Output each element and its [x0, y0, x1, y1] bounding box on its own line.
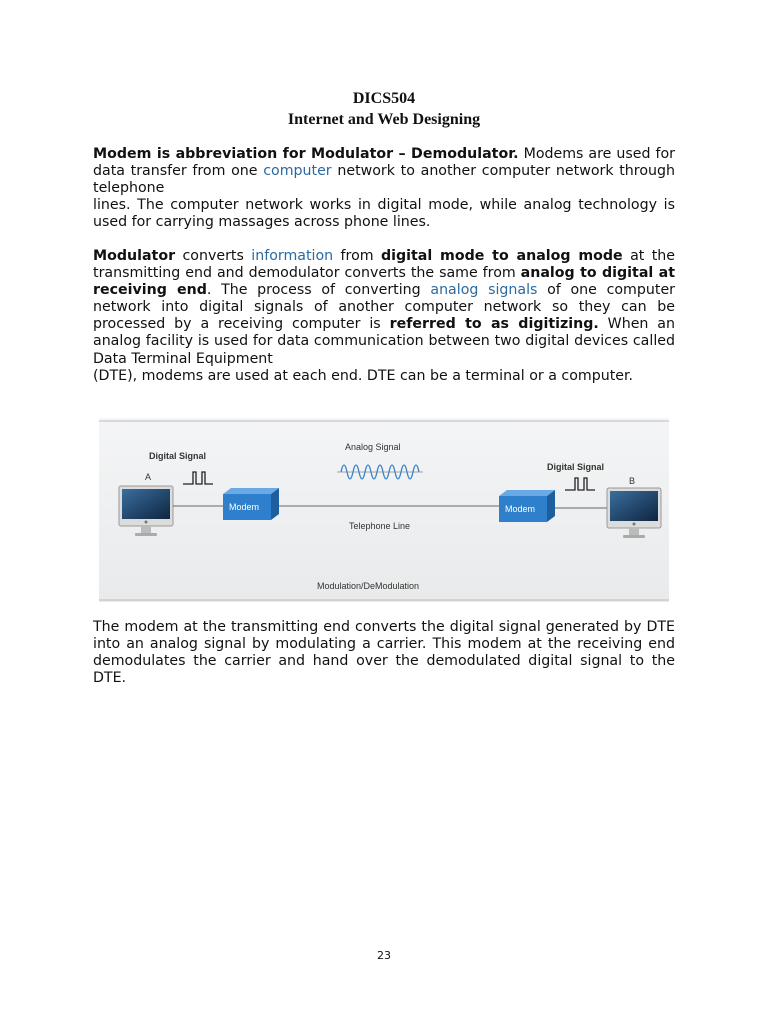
label-digital-signal-right: Digital Signal [547, 462, 605, 472]
modem-definition-bold: Modem is abbreviation for Modulator – Demodulator. [93, 146, 519, 162]
para1-line2: lines. The computer network works in digital mode, while analog technology is used for carrying massages across phone lines. [93, 197, 675, 231]
paragraph-modulator [93, 248, 675, 385]
computer-link[interactable]: computer [263, 163, 332, 180]
para2-text-from: from [333, 248, 381, 264]
label-a: A [145, 472, 152, 482]
modulator-bold: Modulator [93, 248, 176, 264]
label-b: B [629, 476, 636, 486]
para2-line2: (DTE), modems are used at each end. DTE can be a terminal or a computer. [93, 367, 634, 384]
label-analog-signal: Analog Signal [345, 442, 401, 452]
paragraph-modem-definition [93, 146, 675, 231]
modem-left-label: Modem [229, 502, 260, 512]
para2-text-process: . The process of converting [206, 282, 431, 299]
page-number: 23 [377, 949, 391, 962]
paragraph-transmitting [93, 619, 675, 687]
para2-text-at: at the transmitting end and demodulator converts the same from [93, 248, 675, 282]
para2-text-converts: converts [175, 248, 252, 264]
digital-to-analog-bold: digital mode to analog mode [380, 248, 623, 264]
diagram-caption: Modulation/DeModulation [317, 581, 420, 591]
course-code: DICS504 [352, 90, 416, 107]
course-title: Internet and Web Designing [287, 111, 481, 128]
para1-text-a: Modems are used for data transfer from one [93, 146, 675, 180]
label-digital-signal-left: Digital Signal [149, 451, 207, 461]
analog-signals-link[interactable]: analog signals [430, 282, 538, 299]
page-header [0, 88, 768, 130]
referred-bold: referred to as digitizing. [389, 316, 599, 333]
modem-right-label: Modem [505, 504, 536, 514]
analog-to-digital-bold: analog to digital at receiving end [93, 265, 675, 299]
modulation-diagram [99, 418, 669, 602]
telephone-line-label: Telephone Line [349, 521, 411, 531]
information-link[interactable]: information [251, 248, 334, 264]
para2-text-of: of one computer network into digital signals of another computer network so they can be processed by a receiving computer is [93, 282, 676, 333]
para3-text: The modem at the transmitting end converts the digital signal generated by DTE into an analog signal by modulating a carrier. This modem at the receiving end demodulates the carrier and hand over the demodulated digital signal to the DTE. [93, 619, 675, 687]
para1-text-b: network to another computer network through telephone [93, 163, 675, 197]
para2-text-when: When an analog facility is used for data communication between two digital devices called Data Terminal Equipment [93, 316, 675, 367]
